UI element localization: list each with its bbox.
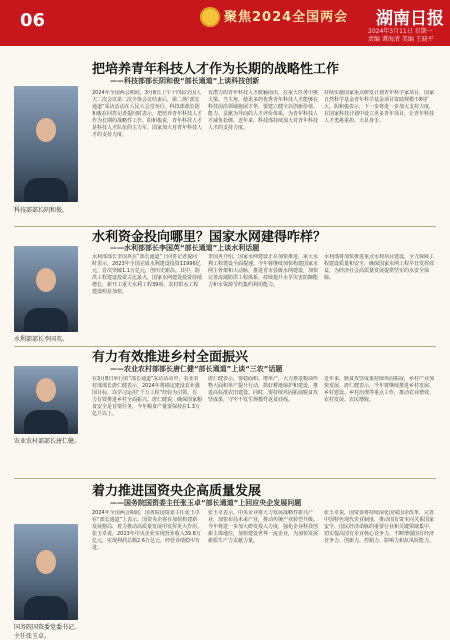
portrait-face: [36, 268, 56, 292]
portrait-face: [36, 550, 56, 574]
portrait-suit: [24, 178, 68, 202]
portrait-suit: [24, 596, 68, 620]
portrait-suit: [24, 410, 68, 434]
article-subhead: ——水利部部长李国英“部长通道”上谈水利话题: [110, 244, 260, 252]
article-column: 水利部部长李国英在“部长通道”上回答记者提问时表示，2023年全国完成水利建设投资11996亿元，首次突破1.1万亿元，创历史新高。其中，防洪工程建设投资占比最大，国家水网建设投资持续增长，新开工重大水利工程39项，农村供水工程建设明显加快。: [92, 254, 202, 295]
article-column: 李国英介绍，国家水网建设正在加快推进，重大水利工程建设全面提速。今年将继续加快构建国家水网主骨架和大动脉，推进省市县级水网建设，加快完善流域防洪工程体系，持续提升水旱灾害防御能力和水资源节约集约利用能力。: [208, 254, 318, 288]
portrait-photo: [14, 366, 78, 434]
newspaper-masthead: 湖南日报: [376, 9, 444, 29]
article-headline: 把培养青年科技人才作为长期的战略性工作: [92, 62, 340, 77]
portrait-photo: [14, 246, 78, 332]
article-column: 唐仁健表示，要稳面积、增单产，大力推进粮油作物大面积单产提升行动，抓好耕地保护和建设，推进高标准农田建设。同时，要持续巩固拓展脱贫攻坚成果，守牢不发生规模性返贫底线。: [208, 376, 318, 403]
article-column: 持续实施国家重点研发计划青年科学家项目，国家自然科学基金青年科学基金项目资助规模不断扩大。阴和俊表示，下一步将进一步加大支持力度，在国家科技计划中设立更多青年项目，让青年科技人才勇挑重担、大显身手。: [324, 90, 435, 124]
portrait-photo: [14, 86, 78, 202]
article-column: 有潜力的青年科技人才脱颖而出，在重大任务中挑大梁、当主角，使更多的优秀青年科技人才能够在科技前沿领域施展才华。要建立健全以创新价值、能力、贡献为导向的人才评价体系，为青年科技人才减负松绑。近年来，科技部持续加大对青年科技人才的支持力度。: [208, 90, 318, 131]
article-column: 2024年全国两会期间，3月8日上午十四届全国人大二次会议第二次全体会议结束后，第二场“部长通道”采访活动在人民大会堂举行。科技部部长阴和俊在回答记者提问时表示，把培养青年科技人才作为长期的战略性工作。阴和俊说，青年科技人才是科技人才队伍的主力军，国家加大对青年科技人才的支持力度。: [92, 90, 202, 138]
national-emblem-icon: [200, 7, 220, 27]
photo-caption: 国务院国资委党委书记、主任张玉卓。: [14, 624, 81, 640]
portrait-face: [36, 378, 56, 402]
article-subhead: ——农业农村部部长唐仁健“部长通道”上谈“三农”话题: [110, 365, 283, 373]
page-number: 06: [20, 10, 46, 31]
page-header: [0, 0, 450, 46]
article-column: 2024年全国两会期间，国务院国资委主任张玉卓在“部长通道”上表示，国资央企将在加快构建新发展格局、着力推动高质量发展中发挥更大作用。张玉卓说，2023年中央企业实现营业收入39.8万亿元，实现利润总额2.6万亿元，经营业绩稳中有进。: [92, 510, 202, 551]
date-line: 2024年3月11日 星期一: [368, 28, 433, 35]
article-column: 近年来，脱贫攻坚成果持续巩固拓展，乡村产业加快发展。唐仁健表示，今年将继续推进乡村发展、乡村建设、乡村治理等重点工作，推动农业增效、农村发展、农民增收。: [324, 376, 435, 403]
article-column: 水利部将加快推进重点水利项目建设，全力保障工程建设质量和安全，确保国家水网工程早日发挥效益，为经济社会高质量发展提供坚实的水安全保障。: [324, 254, 435, 281]
editors-line: 责编 谭海清 美编 王晓平: [368, 36, 434, 43]
portrait-face: [36, 118, 56, 142]
article-divider: [14, 478, 436, 479]
article-column: 在3月8日举行的“部长通道”采访活动中，农业农村部部长唐仁健表示，2024年将锚定建设农业强国目标，以学习运用“千万工程”经验为引领，有力有效推进乡村全面振兴。唐仁健说，确保国家粮食安全是首要任务，今年粮食产量要保持在1.3万亿斤以上。: [92, 376, 202, 417]
article-headline: 着力推进国资央企高质量发展: [92, 484, 262, 499]
article-headline: 有力有效推进乡村全面振兴: [92, 350, 249, 365]
article-subhead: ——科技部部长阴和俊“部长通道”上谈科技创新: [110, 77, 260, 85]
photo-caption: 科技部部长阴和俊。: [14, 207, 69, 214]
section-title: 聚焦2024全国两会: [224, 10, 349, 25]
article-subhead: ——国务院国资委主任张玉卓“部长通道”上回应央企发展问题: [110, 499, 302, 507]
article-column: 张玉卓表示，中央企业将大力发展战略性新兴产业，加快布局未来产业，推动传统产业转型升级。今年将进一步加大研发投入力度，强化企业科技创新主体地位，加快建设世界一流企业，为加快发展新质生产力贡献力量。: [208, 510, 318, 544]
photo-caption: 水利部部长李国英。: [14, 336, 69, 343]
article-column: 张玉卓说，国资委将持续深化国资国企改革，完善中国特色现代企业制度，推动国有资本向关系国家安全、国民经济命脉的重要行业和关键领域集中，切实提高国有企业核心竞争力，不断增强国有经济竞争力、创新力、控制力、影响力和抗风险能力。: [324, 510, 435, 544]
portrait-photo: [14, 524, 78, 620]
photo-caption: 农业农村部部长唐仁健。: [14, 438, 81, 445]
article-headline: 水利资金投向哪里？国家水网建得咋样？: [92, 230, 327, 245]
portrait-suit: [24, 308, 68, 332]
